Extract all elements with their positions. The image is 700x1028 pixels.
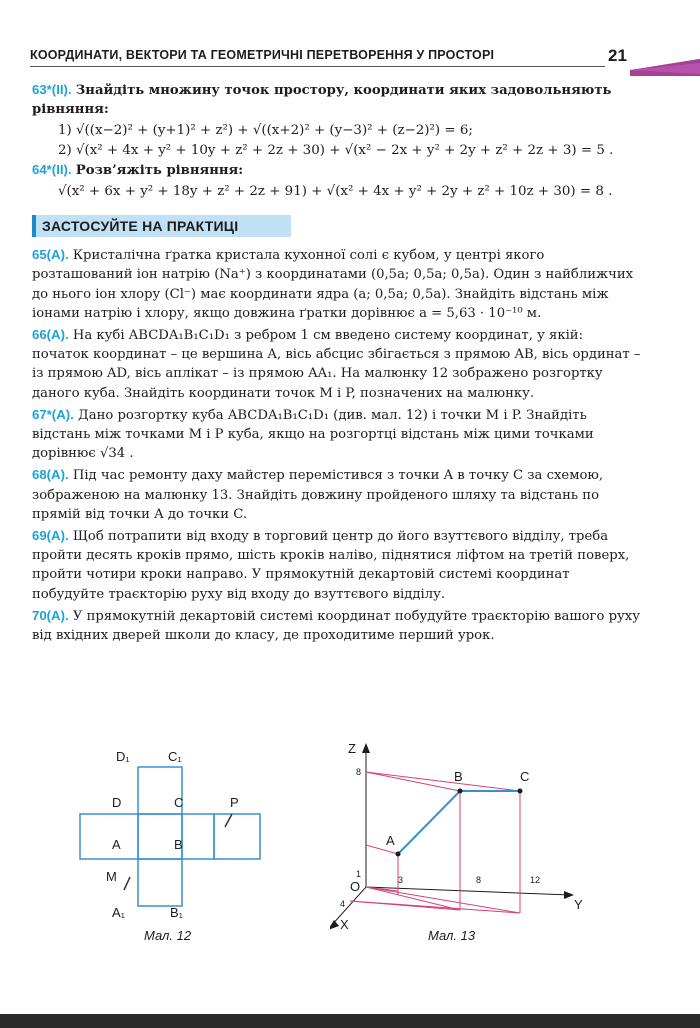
- problem-66: [32, 325, 642, 403]
- problem-69: [32, 526, 642, 604]
- problem-text: У прямокутній декартовій системі координат побудуйте траєкторію вашого руху від вхідних дверей школи до класу, де проходитиме перший урок.: [32, 608, 640, 644]
- problem-63: [32, 80, 642, 119]
- problem-number: 63*(II).: [32, 82, 72, 97]
- problem-number: 66(А).: [32, 327, 69, 343]
- x-axis-arrow: [330, 920, 339, 930]
- page-number: 21: [608, 46, 627, 65]
- net-face-bottom: [138, 859, 182, 906]
- problem-text: Розв’яжіть рівняння:: [75, 162, 244, 178]
- label-p: P: [230, 795, 239, 810]
- point-a: [396, 852, 401, 857]
- equation-64: √(x² + 6x + y² + 18y + z² + 2z + 91) + √(x² + 4x + y² + 2y + z² + 10z + 30) = 8 .: [58, 184, 613, 200]
- problem-number: 70(А).: [32, 607, 69, 623]
- axis-label-x: X: [340, 917, 349, 932]
- m-point-mark: [124, 877, 130, 890]
- problem-text: На кубі ABCDA₁B₁C₁D₁ з ребром 1 см введено систему координат, у якій: початок координат – це вершина A, вісь абсцис збігається з прямою AB, вісь ординат – із прямою AD, вісь аплікат – із прямою AA₁. На малюнку 12 зображено розгортку даного куба. Знайдіть координати точок M і P, позначених на малюнку.: [32, 328, 641, 401]
- net-face-right: [182, 814, 214, 859]
- label-b1: B₁: [170, 905, 184, 920]
- problem-text: Знайдіть множину точок простору, координати яких задовольняють рівняння:: [32, 83, 612, 118]
- problem-text: Під час ремонту даху майстер перемістився з точки A в точку C за схемою, зображеною на малюнку 13. Знайдіть довжину пройденого шляху та відстань по прямій від точки A до точки C.: [32, 468, 604, 522]
- problem-text: Кристалічна ґратка кристала кухонної солі є кубом, у центрі якого розташований іон натрію (Na⁺) з координатами (0,5a; 0,5a; 0,5a). Один з найближчих до нього іон хлору (Cl⁻) має координати ядра (a; 0,5a; 0,5a). Знайдіть відстань між іонами натрію і хлору, якщо довжина ґратки дорівнює a = 5,63 · 10⁻¹⁰ м.: [32, 248, 634, 321]
- tick-x4: 4: [340, 899, 346, 909]
- point-label-a: A: [386, 833, 395, 848]
- problem-68: [32, 465, 642, 524]
- point-label-b: B: [454, 769, 463, 784]
- figure-13-roof-diagram: [330, 735, 610, 950]
- label-d1: D₁: [116, 749, 130, 764]
- pink-line: [366, 772, 520, 791]
- problem-70: [32, 606, 642, 645]
- point-label-c: C: [520, 769, 530, 784]
- label-m: M: [106, 869, 117, 884]
- tick-y8: 8: [476, 875, 482, 885]
- header-title: КООРДИНАТИ, ВЕКТОРИ ТА ГЕОМЕТРИЧНІ ПЕРЕТВОРЕННЯ У ПРОСТОРІ: [30, 48, 495, 62]
- tick-y12: 12: [530, 875, 541, 885]
- problem-65: [32, 245, 642, 323]
- label-d: D: [112, 795, 122, 810]
- problem-text: Щоб потрапити від входу в торговий центр до його взуттєвого відділу, треба пройти десять кроків прямо, шість кроків наліво, піднятися ліфтом на третій поверх, пройти чотири кроки направо. У прямокутній декартовій системі координат побудуйте траєкторію руху від входу до взуттєвого відділу.: [32, 529, 630, 602]
- problem-number: 64*(II).: [32, 161, 72, 177]
- point-c: [518, 789, 523, 794]
- label-c: C: [174, 795, 184, 810]
- label-a1: A₁: [112, 905, 126, 920]
- header-accent-wedge: [630, 54, 700, 76]
- problem-number: 65(А).: [32, 247, 69, 263]
- equation-63-2: 2) √(x² + 4x + y² + 10y + z² + 2z + 30) + √(x² − 2x + y² + 2y + z² + 2z + 3) = 5 .: [58, 142, 614, 158]
- page-bottom-edge: [0, 1014, 700, 1028]
- p-point-mark: [225, 814, 232, 827]
- axis-label-y: Y: [574, 897, 583, 912]
- section-heading: [32, 215, 642, 239]
- axis-label-z: Z: [348, 741, 356, 756]
- figure-12-caption: Мал. 12: [144, 928, 192, 943]
- net-face-left: [80, 814, 138, 859]
- y-axis-arrow: [564, 891, 574, 899]
- header-rule: [30, 66, 605, 67]
- problem-number: 69(А).: [32, 528, 69, 544]
- problem-text: Дано розгортку куба ABCDA₁B₁C₁D₁ (див. мал. 12) і точки M і P. Знайдіть відстань між точками M і P куба, якщо на розгортці відстань між цими точками дорівнює √34 .: [32, 407, 594, 462]
- label-b: B: [174, 837, 183, 852]
- z-axis-arrow: [362, 743, 370, 753]
- label-a: A: [112, 837, 121, 852]
- problem-number: 67*(А).: [32, 406, 74, 422]
- net-face-far-right: [214, 814, 260, 859]
- tick-z8: 8: [356, 767, 362, 777]
- page-content: [32, 80, 642, 647]
- section-title: ЗАСТОСУЙТЕ НА ПРАКТИЦІ: [42, 218, 239, 235]
- problem-number: 68(А).: [32, 467, 69, 483]
- tick-z1: 1: [356, 869, 362, 879]
- origin-label: O: [350, 879, 361, 894]
- page-header: [30, 46, 670, 70]
- problem-67: [32, 405, 642, 464]
- problem-64: [32, 160, 642, 180]
- figure-13-caption: Мал. 13: [428, 928, 476, 943]
- point-b: [458, 789, 463, 794]
- path-a-b: [398, 791, 460, 854]
- figures: [60, 735, 620, 950]
- equation-63-1: 1) √((x−2)² + (y+1)² + z²) + √((x+2)² + (y−3)² + (z−2)²) = 6;: [58, 123, 473, 139]
- label-c1: C₁: [168, 749, 182, 764]
- tick-y3: 3: [398, 875, 404, 885]
- figure-12-cube-net: [60, 735, 320, 950]
